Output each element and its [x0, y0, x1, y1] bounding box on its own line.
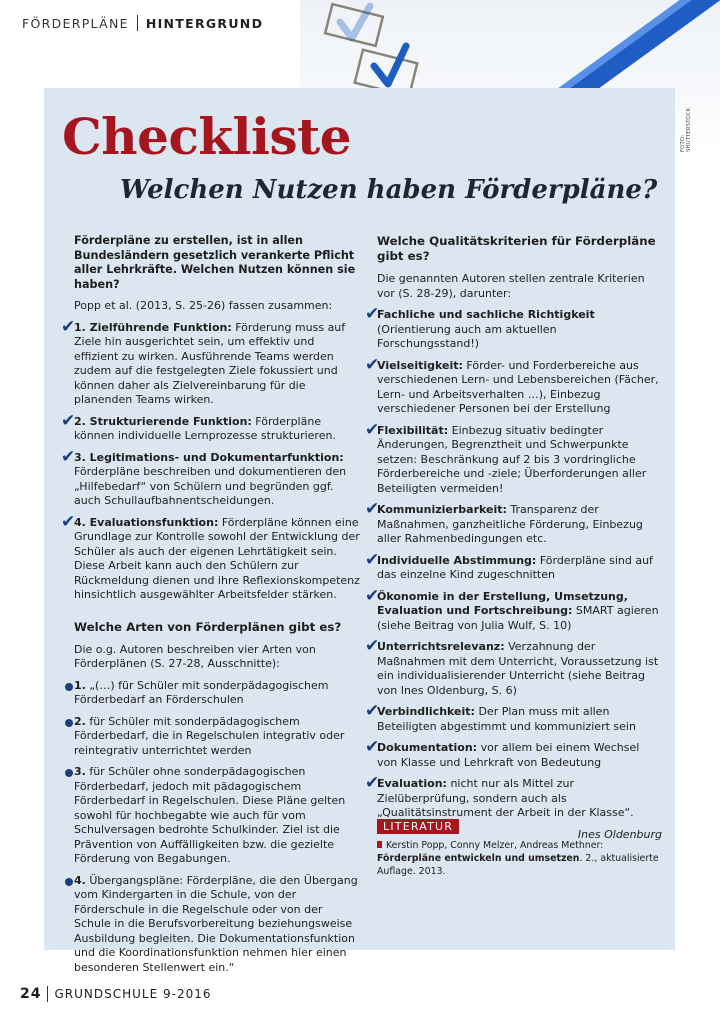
checkmark-icon: ✔	[61, 511, 76, 532]
types-intro: Die o.g. Autoren beschreiben vier Arten von Förderplänen (S. 27-28, Ausschnitte):	[74, 642, 316, 670]
criterion-title: Fachliche und sachliche Richtigkeit	[377, 308, 595, 321]
checkmark-icon: ✔	[365, 304, 380, 324]
bullet-icon	[65, 719, 73, 727]
criterion-title: Kommunizierbarkeit:	[377, 503, 507, 516]
intro-question: Förderpläne zu erstellen, ist in allen Bundesländern gesetzlich verankerte Pflicht aller Lehrkräfte. Welchen Nutzen können sie haben?	[74, 234, 356, 291]
type-number: 3.	[74, 765, 86, 778]
criterion-title: Verbindlichkeit:	[377, 705, 475, 718]
square-bullet-icon	[377, 841, 382, 848]
type-text: „(…) für Schüler mit sonderpädagogischem Förderbedarf an Förderschulen	[74, 678, 329, 706]
checkmark-icon: ✔	[365, 737, 380, 757]
list-item	[365, 419, 662, 497]
criterion-title: Unterrichtsrelevanz:	[377, 640, 505, 653]
footer-divider	[47, 986, 48, 1002]
function-text: Förderpläne beschreiben und dokumentieren den „Hilfebedarf“ von Schülern und begründen ggf. auch Schullaufbahnentscheidungen.	[74, 465, 347, 507]
checkmark-icon: ✔	[61, 316, 76, 337]
criterion-title: Vielseitigkeit:	[377, 358, 463, 372]
function-title: 4. Evaluationsfunktion:	[74, 515, 219, 529]
list-item	[61, 316, 360, 408]
type-text: für Schüler ohne sonderpädagogischen Förderbedarf, jedoch mit pädagogischem Förderbedarf in Regelschulen. Diese Pläne gelten sowohl für hochbegabte wie auch für vom Schulversagen bedrohte Schulkinder. Ziel ist die Prävention von Auffälligkeiten bzw. die gezielte Förderung von Begabungen.	[74, 765, 346, 865]
header-divider	[137, 15, 138, 31]
function-title: 3. Legitimations- und Dokumentarfunktion:	[74, 450, 344, 464]
list-item	[365, 585, 662, 634]
list-item	[365, 499, 662, 547]
list-item	[61, 511, 360, 603]
list-item	[74, 679, 360, 708]
list-item	[365, 304, 662, 352]
function-text: Förderung muss auf Ziele hin ausgerichtet sein, um effektiv und effizient zu wirken. Ausführende Teams werden zudem auf die festgelegten Ziele fokussiert und können daher als Zielvereinbarung für die planenden Teams wirken.	[74, 320, 346, 406]
criterion-text: SMART agieren (siehe Beitrag von Julia Wulf, S. 10)	[377, 604, 659, 632]
list-item	[365, 737, 662, 770]
source-note: Popp et al. (2013, S. 25-26) fassen zusammen:	[74, 299, 333, 312]
header-topic: HINTERGRUND	[145, 15, 264, 31]
list-item	[74, 874, 360, 976]
criterion-text: vor allem bei einem Wechsel von Klasse und Lehrkraft von Bedeutung	[377, 741, 640, 769]
checkmark-icon: ✔	[61, 410, 76, 431]
criteria-list	[365, 304, 662, 821]
checkmark-icon: ✔	[365, 549, 380, 570]
criterion-title: Ökonomie in der Erstellung, Umsetzung, Evaluation und Fortschreibung:	[377, 589, 628, 617]
page-title: Checkliste	[62, 107, 352, 166]
type-text: für Schüler mit sonderpädagogischem Förderbedarf, die in Regelschulen integrativ oder reintegrativ unterrichtet werden	[74, 714, 345, 757]
criterion-text: Verzahnung der Maßnahmen mit dem Unterricht, Voraussetzung ist ein individualisierender Unterricht (siehe Beitrag von Ines Oldenburg, S. 6)	[377, 640, 659, 697]
magazine-issue: GRUNDSCHULE 9-2016	[54, 987, 212, 1001]
literature-authors: Kerstin Popp, Conny Melzer, Andreas Methner:	[386, 840, 604, 851]
type-number: 1.	[74, 678, 86, 692]
criterion-text: nicht nur als Mittel zur Zielüberprüfung, sondern auch als „Qualitätsinstrument der Arbeit in der Klasse“.	[377, 777, 634, 819]
author-signature: Ines Oldenburg	[577, 827, 662, 841]
function-text: Förderpläne können eine Grundlage zur Kontrolle sowohl der Entwicklung der Schüler als auch der eigenen Lehrtätigkeit sein. Diese Arbeit kann auch den Schülern zur Rückmeldung dienen und ihre Reflexionskompetenz hinsichtlich ausgewählter Arbeitsfelder stärken.	[74, 515, 360, 601]
type-number: 4.	[74, 873, 86, 887]
bullet-icon	[65, 683, 73, 691]
function-list	[61, 316, 360, 603]
list-item	[61, 410, 360, 444]
criterion-text: (Orientierung auch am aktuellen Forschungsstand!)	[377, 322, 557, 350]
list-item	[365, 701, 662, 734]
criterion-title: Flexibilität:	[377, 423, 449, 437]
function-title: 2. Strukturierende Funktion:	[74, 414, 252, 428]
running-header	[22, 15, 263, 31]
list-item	[74, 715, 360, 759]
list-item	[365, 636, 662, 698]
type-text: Übergangspläne: Förderpläne, die den Übergang vom Kindergarten in die Schule, von der Förderschule in die Regelschule oder von der Schule in die Berufsvorbereitung beziehungsweise Ausbildung begleiten. Die Dokumentationsfunktion und die Koordinationsfunktion nehmen hier einen besonderen Stellenwert ein.“	[74, 873, 358, 974]
criterion-text: Förder- und Forderbereiche aus verschiedenen Lern- und Lebensbereichen (Fächer, Lern- und Arbeitsverhalten …), Einbezug verschiedener Personen bei der Erstellung	[377, 358, 659, 415]
criteria-heading: Welche Qualitätskriterien für Förderpläne gibt es?	[377, 234, 656, 263]
literature-book-title: Förderpläne entwickeln und umsetzen	[377, 853, 580, 864]
bullet-icon	[65, 769, 73, 777]
checkmark-icon: ✔	[365, 773, 380, 793]
list-item	[74, 765, 360, 867]
checkmark-icon: ✔	[365, 499, 380, 519]
right-column	[365, 234, 662, 842]
checkmark-icon: ✔	[365, 636, 380, 656]
criterion-title: Dokumentation:	[377, 741, 478, 754]
literature-heading: LITERATUR	[377, 819, 459, 834]
list-item	[61, 446, 360, 509]
criterion-text: Förderpläne sind auf das einzelne Kind zugeschnitten	[377, 553, 653, 581]
criterion-title: Individuelle Abstimmung:	[377, 553, 537, 567]
page-footer	[20, 986, 212, 1002]
criterion-title: Evaluation:	[377, 777, 447, 790]
left-column	[61, 234, 360, 982]
checkmark-icon: ✔	[365, 354, 380, 375]
header-section: FÖRDERPLÄNE	[22, 15, 129, 31]
types-list	[74, 679, 360, 976]
criterion-text: Einbezug situativ bedingter Änderungen, Begrenztheit und Schwerpunkte setzen: Beschränkung auf 2 bis 3 vordringliche Förderbereiche und -ziele; Überforderungen aller Beteiligten vermeiden!	[377, 423, 647, 495]
criterion-text: Transparenz der Maßnahmen, ganzheitliche Förderung, Einbezug aller Rahmenbedingungen etc.	[377, 503, 643, 545]
type-number: 2.	[74, 714, 86, 728]
types-heading: Welche Arten von Förderplänen gibt es?	[74, 619, 342, 634]
function-text: Förderpläne können individuelle Lernprozesse strukturieren.	[74, 414, 336, 442]
checkmark-icon: ✔	[365, 419, 380, 440]
literature-reference	[377, 839, 659, 878]
criterion-text: Der Plan muss mit allen Beteiligten abgestimmt und kommuniziert sein	[377, 705, 636, 733]
function-title: 1. Zielführende Funktion:	[74, 320, 232, 334]
list-item	[365, 354, 662, 417]
list-item	[365, 549, 662, 583]
checkmark-icon: ✔	[365, 585, 380, 606]
list-item	[365, 773, 662, 821]
bullet-icon	[65, 878, 73, 886]
criteria-intro: Die genannten Autoren stellen zentrale Kriterien vor (S. 28-29), darunter:	[377, 272, 645, 300]
photo-credit: FOTO: SHUTTERSTOCK	[680, 107, 692, 152]
checkmark-icon: ✔	[365, 701, 380, 721]
checkmark-icon: ✔	[61, 446, 76, 467]
page-number: 24	[20, 986, 42, 1002]
literature-edition: . 2., aktualisierte Auflage. 2013.	[377, 853, 659, 877]
page-subtitle: Welchen Nutzen haben Förderpläne?	[120, 175, 658, 205]
